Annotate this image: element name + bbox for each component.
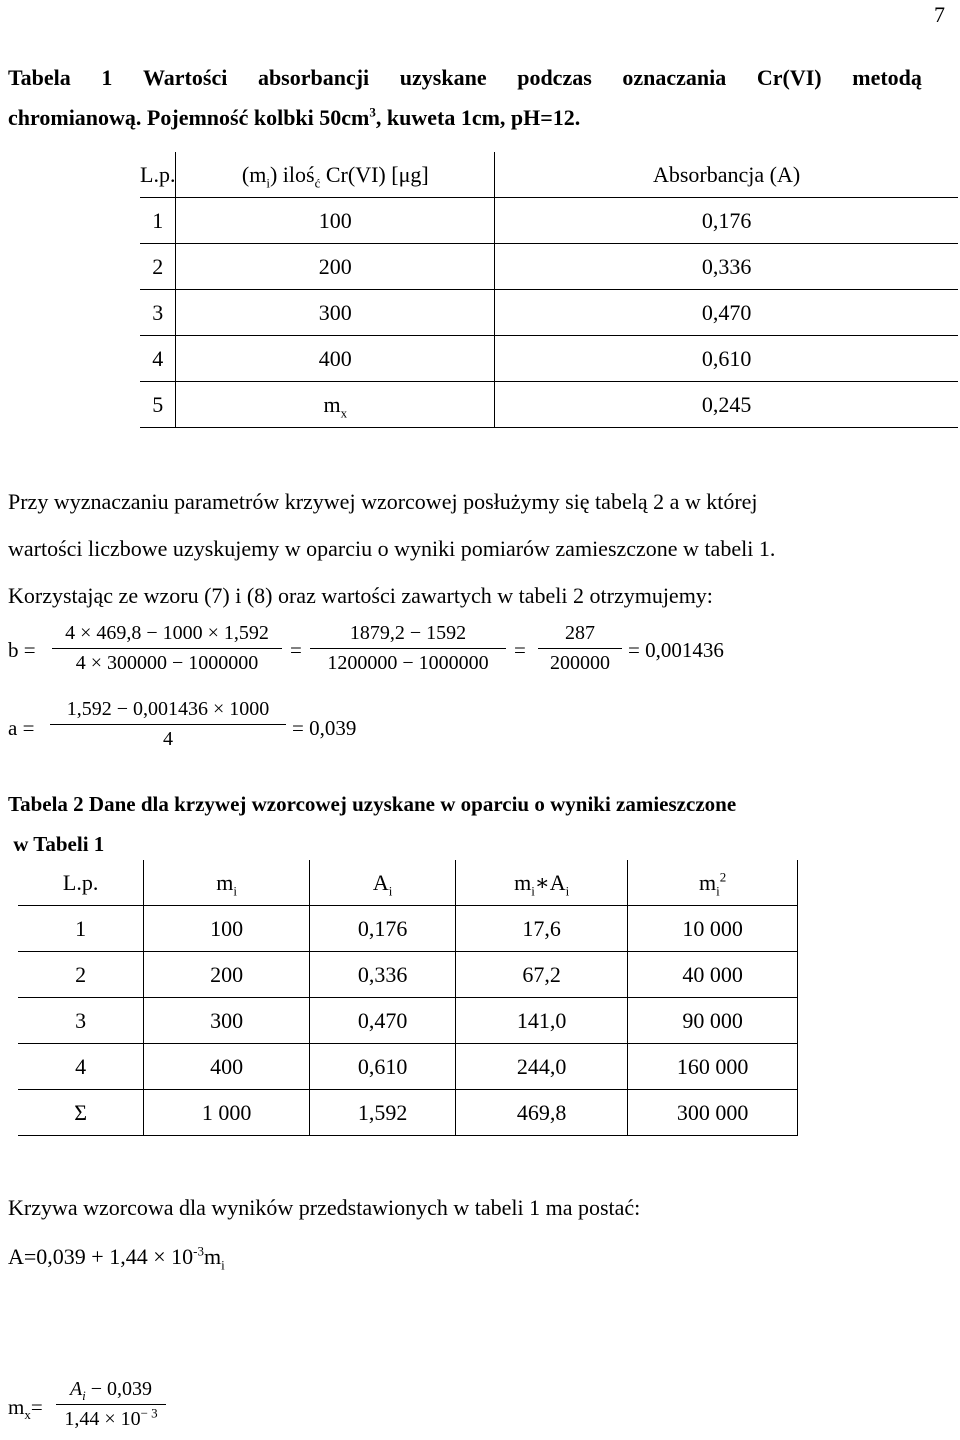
table2-cell-m: 400	[144, 1044, 310, 1090]
table1-cell-absorbance: 0,610	[495, 336, 958, 382]
fraction-denominator: 4	[163, 728, 173, 750]
table1-header-amount: $(m_i)$ iloś$_ć$ Cr(VI) [μg]	[176, 152, 495, 198]
table1-cell-amount: 400	[176, 336, 495, 382]
table2-cell-m: 300	[144, 998, 310, 1044]
table2-cell-a: 1,592	[310, 1090, 456, 1136]
fraction-denominator: 200000	[550, 652, 610, 674]
table1-row	[140, 382, 958, 428]
explanation-paragraph	[8, 478, 948, 619]
formula-b-lhs: b =	[8, 638, 36, 662]
paragraph-line: wartości liczbowe uzyskujemy w oparciu o wyniki pomiarów zamieszczone w tabeli 1.	[8, 536, 776, 561]
fraction-denominator: 1200000 − 1000000	[327, 652, 489, 674]
paragraph-line: Przy wyznaczaniu parametrów krzywej wzorcowej posłużymy się tabelą 2 a w której	[8, 489, 758, 514]
caption-word: uzyskane	[399, 65, 487, 90]
table1-cell-absorbance: 0,470	[495, 290, 958, 336]
table2-cell-m: 100	[144, 906, 310, 952]
table2-row	[18, 906, 798, 952]
table1-cell-absorbance: 0,336	[495, 244, 958, 290]
caption-word: oznaczania	[622, 65, 727, 90]
table1-header-lp: L.p.	[140, 152, 176, 198]
caption-word: absorbancji	[257, 65, 370, 90]
table2-header-ma: $m_i∗A_i$	[456, 860, 628, 906]
formula-b-equals-2: =	[514, 638, 526, 662]
table2-cell-m2: 40 000	[628, 952, 798, 998]
table2-caption	[8, 784, 736, 864]
formula-a-result: = 0,039	[292, 716, 357, 740]
caption-word: 1	[101, 65, 113, 90]
table2-caption-line1: Tabela 2 Dane dla krzywej wzorcowej uzyskane w oparciu o wyniki zamieszczone	[8, 792, 737, 816]
table1-row	[140, 244, 958, 290]
table1-cell-lp: 4	[140, 336, 176, 382]
fraction-numerator: 4 × 469,8 − 1000 × 1,592	[65, 622, 269, 644]
table2-cell-ma: 469,8	[456, 1090, 628, 1136]
table2-row	[18, 952, 798, 998]
curve-equation: $A=0,039 + 1,44 \times 10^{-3}m_i$	[8, 1243, 225, 1273]
table1-row	[140, 198, 958, 244]
formula-b-fraction-3	[538, 622, 622, 675]
table2-row	[18, 1044, 798, 1090]
formula-b-fraction-1	[52, 622, 282, 675]
fraction-bar	[538, 648, 622, 649]
formula-a-lhs: a =	[8, 716, 35, 740]
table2-cell-m2: 90 000	[628, 998, 798, 1044]
table1	[140, 152, 958, 428]
fraction-denominator: 4 × 300000 − 1000000	[75, 652, 259, 674]
fraction-bar	[50, 724, 286, 725]
table1-header-absorbance: Absorbancja (A)	[495, 152, 958, 198]
caption-word: Tabela	[8, 65, 71, 90]
table2-cell-lp: 2	[18, 952, 144, 998]
formula-b-equals-1: =	[290, 638, 302, 662]
table1-cell-lp: 3	[140, 290, 176, 336]
fraction-numerator: $A_i - 0,039$	[69, 1378, 153, 1403]
table1-caption	[8, 58, 922, 138]
table1-row	[140, 336, 958, 382]
table2-cell-m2: 10 000	[628, 906, 798, 952]
fraction-numerator: 1,592 − 0,001436 × 1000	[66, 698, 270, 720]
table1-caption-line1	[8, 58, 922, 98]
fraction-numerator: 287	[565, 622, 595, 644]
table2-cell-a: 0,336	[310, 952, 456, 998]
table2-cell-m2: 160 000	[628, 1044, 798, 1090]
caption-word: Cr(VI)	[756, 65, 822, 90]
table2-header-m2: $m_i^2$	[628, 860, 798, 906]
table1-caption-line2: chromianową. Pojemność kolbki $50cm^3$, kuweta 1cm, pH=12.	[8, 104, 581, 130]
formula-a-fraction	[50, 698, 286, 751]
fraction-bar	[52, 648, 282, 649]
table2-cell-ma: 141,0	[456, 998, 628, 1044]
table1-cell-lp: 1	[140, 198, 176, 244]
caption-word: Wartości	[143, 65, 228, 90]
table2-cell-ma: 244,0	[456, 1044, 628, 1090]
table2-cell-a: 0,176	[310, 906, 456, 952]
fraction-bar	[310, 648, 506, 649]
table1-cell-amount: 100	[176, 198, 495, 244]
formula-b-fraction-2	[310, 622, 506, 675]
table2-cell-a: 0,610	[310, 1044, 456, 1090]
table2-header-m: $m_i$	[144, 860, 310, 906]
table2-caption-line2: w Tabeli 1	[8, 832, 105, 856]
mx-formula-lhs: $m_x=$	[8, 1395, 43, 1423]
table1-cell-amount: 200	[176, 244, 495, 290]
table2-cell-lp: 1	[18, 906, 144, 952]
table2-cell-lp: Σ	[18, 1090, 144, 1136]
fraction-numerator: 1879,2 − 1592	[349, 622, 467, 644]
table2-cell-ma: 67,2	[456, 952, 628, 998]
caption-word: metodą	[852, 65, 922, 90]
table2	[18, 860, 798, 1136]
table2-cell-lp: 4	[18, 1044, 144, 1090]
table1-row	[140, 290, 958, 336]
table1-cell-amount: 300	[176, 290, 495, 336]
table1-cell-lp: 5	[140, 382, 176, 428]
table2-row	[18, 1090, 798, 1136]
paragraph-line: Korzystając ze wzoru (7) i (8) oraz wartości zawartych w tabeli 2 otrzymujemy:	[8, 583, 713, 608]
table2-cell-a: 0,470	[310, 998, 456, 1044]
table2-cell-lp: 3	[18, 998, 144, 1044]
table1-header-row	[140, 152, 958, 198]
formula-b-result: = 0,001436	[628, 638, 724, 662]
table1-cell-absorbance: 0,245	[495, 382, 958, 428]
table1-cell-lp: 2	[140, 244, 176, 290]
table2-row	[18, 998, 798, 1044]
table2-cell-ma: 17,6	[456, 906, 628, 952]
table2-header-a: $A_i$	[310, 860, 456, 906]
table2-header-lp: L.p.	[18, 860, 144, 906]
table1-cell-amount: $m_x$	[176, 382, 495, 428]
page-number: 7	[934, 2, 945, 27]
table2-cell-m: 1 000	[144, 1090, 310, 1136]
table2-cell-m: 200	[144, 952, 310, 998]
fraction-denominator: $1,44 \times 10^{- 3}$	[64, 1405, 158, 1430]
curve-description: Krzywa wzorcowa dla wyników przedstawionych w tabeli 1 ma postać:	[8, 1195, 641, 1220]
table2-header-row	[18, 860, 798, 906]
table2-cell-m2: 300 000	[628, 1090, 798, 1136]
table1-cell-absorbance: 0,176	[495, 198, 958, 244]
mx-formula-fraction	[56, 1378, 166, 1431]
caption-word: podczas	[517, 65, 592, 90]
